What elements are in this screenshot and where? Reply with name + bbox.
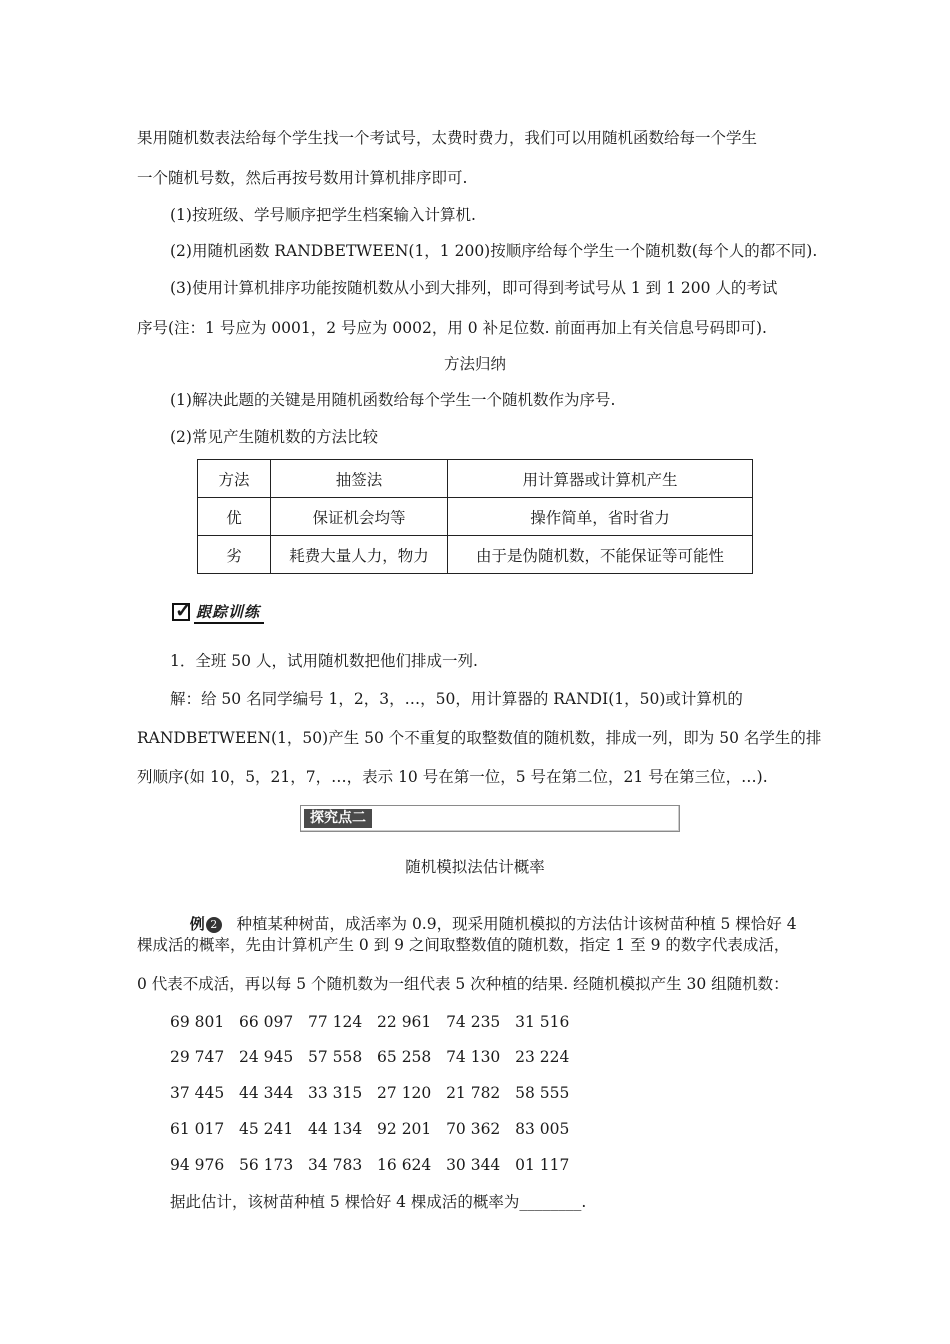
table-header-cell: 用计算器或计算机产生 xyxy=(448,460,753,498)
table-cell: 耗费大量人力，物力 xyxy=(271,536,448,574)
example-number-icon: 2 xyxy=(206,917,222,933)
example-text: 种植某种树苗，成活率为 0.9，现采用随机模拟的方法估计该树苗种植 5 棵恰好 4 xyxy=(236,915,797,933)
random-number-row: 94 976 56 173 34 783 16 624 30 344 01 117 xyxy=(170,1156,570,1174)
table-row xyxy=(198,536,753,574)
step-2: (2)用随机函数 RANDBETWEEN(1，1 200)按顺序给每个学生一个随机数(每个人的都不同). xyxy=(170,242,818,260)
random-number-row: 69 801 66 097 77 124 22 961 74 235 31 516 xyxy=(170,1013,570,1031)
paragraph-line: 一个随机号数，然后再按号数用计算机排序即可. xyxy=(137,169,468,187)
random-number-row: 37 445 44 344 33 315 27 120 21 782 58 555 xyxy=(170,1084,570,1102)
solution-line: 解：给 50 名同学编号 1，2，3，…，50，用计算器的 RANDI(1，50)或计算机的 xyxy=(170,690,743,708)
tracking-practice-title: 跟踪训练 xyxy=(194,601,264,624)
table-header-cell: 方法 xyxy=(198,460,271,498)
table-cell: 保证机会均等 xyxy=(271,498,448,536)
method-summary-title: 方法归纳 xyxy=(443,355,506,373)
paragraph-line: 序号(注：1 号应为 0001，2 号应为 0002，用 0 补足位数. 前面再加上有关信息号码即可). xyxy=(137,319,767,337)
tracking-practice-heading xyxy=(172,600,264,624)
solution-line: 列顺序(如 10，5，21，7，…，表示 10 号在第一位，5 号在第二位，21 号在第三位，…). xyxy=(137,768,768,786)
example-label: 例 xyxy=(189,915,205,933)
random-number-row: 29 747 24 945 57 558 65 258 74 130 23 224 xyxy=(170,1048,570,1066)
practice-question: 1．全班 50 人，试用随机数把他们排成一列. xyxy=(170,652,478,670)
step-1: (1)按班级、学号顺序把学生档案输入计算机. xyxy=(170,206,476,224)
comparison-table xyxy=(197,459,753,574)
random-number-row: 61 017 45 241 44 134 92 201 70 362 83 005 xyxy=(170,1120,570,1138)
explore-point-banner xyxy=(300,805,680,832)
explore-point-label: 探究点二 xyxy=(304,809,372,828)
solution-line: RANDBETWEEN(1，50)产生 50 个不重复的取整数值的随机数，排成一列，即为 50 名学生的排 xyxy=(137,729,822,747)
table-cell: 由于是伪随机数，不能保证等可能性 xyxy=(448,536,753,574)
table-row xyxy=(198,498,753,536)
example-question: 据此估计，该树苗种植 5 棵恰好 4 棵成活的概率为________. xyxy=(170,1193,587,1211)
table-header-row xyxy=(198,460,753,498)
section-subtitle: 随机模拟法估计概率 xyxy=(405,858,545,876)
table-header-cell: 抽签法 xyxy=(271,460,448,498)
method-point-2: (2)常见产生随机数的方法比较 xyxy=(170,428,378,446)
method-point-1: (1)解决此题的关键是用随机函数给每个学生一个随机数作为序号. xyxy=(170,391,616,409)
check-mark-icon: ✓ xyxy=(172,603,190,621)
table-cell: 劣 xyxy=(198,536,271,574)
paragraph-line: 果用随机数表法给每个学生找一个考试号，太费时费力，我们可以用随机函数给每一个学生 xyxy=(137,129,758,147)
example-text: 0 代表不成活，再以每 5 个随机数为一组代表 5 次种植的结果. 经随机模拟产生 30 组随机数： xyxy=(137,975,789,993)
table-cell: 操作简单，省时省力 xyxy=(448,498,753,536)
example-text: 棵成活的概率，先由计算机产生 0 到 9 之间取整数值的随机数，指定 1 至 9 的数字代表成活， xyxy=(137,936,790,954)
table-cell: 优 xyxy=(198,498,271,536)
step-3: (3)使用计算机排序功能按随机数从小到大排列，即可得到考试号从 1 到 1 200 人的考试 xyxy=(170,279,778,297)
